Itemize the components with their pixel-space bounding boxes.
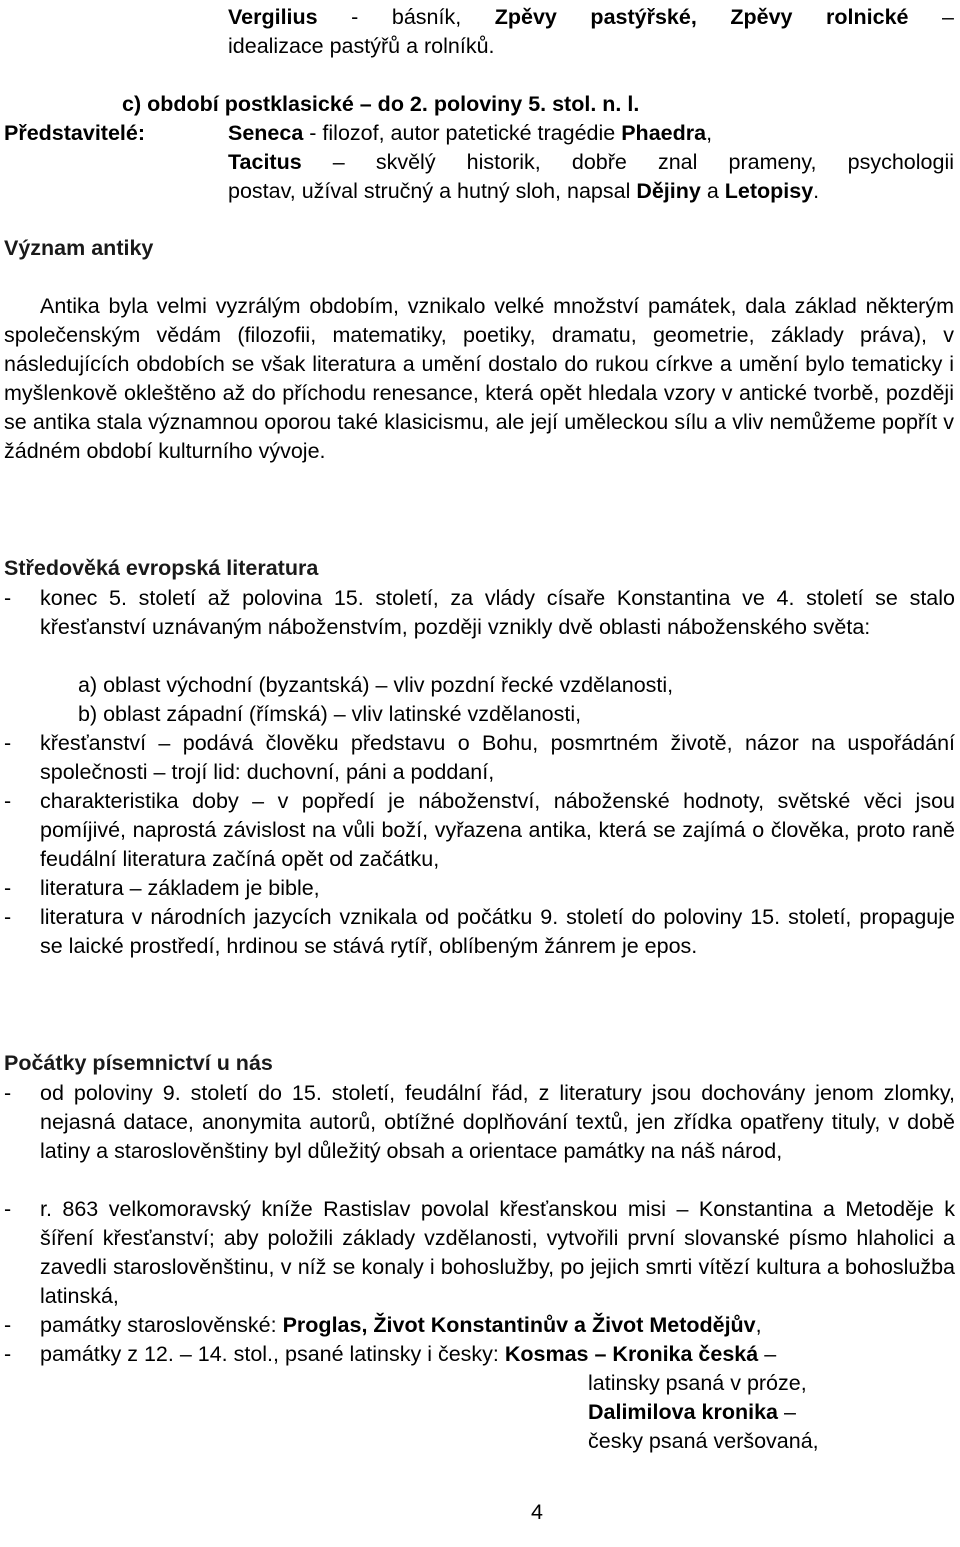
vergilius-line-2: idealizace pastýřů a rolníků. <box>228 34 495 58</box>
list-subitem-b: b) oblast západní (římská) – vliv latinské vzdělanosti, <box>78 702 582 726</box>
tacitus-line-2: postav, užíval stručný a hutný sloh, napsal Dějiny a Letopisy. <box>228 179 820 203</box>
bullet-dash: - <box>4 731 12 755</box>
bullet-dash: - <box>4 1342 12 1366</box>
dalimil-description: česky psaná veršovaná, <box>588 1429 819 1453</box>
bullet-dash: - <box>4 789 12 813</box>
works-vergilius: Zpěvy pastýřské, Zpěvy rolnické <box>494 5 909 29</box>
dalimil-line: Dalimilova kronika – <box>588 1400 796 1424</box>
list-item: charakteristika doby – v popředí je náboženství, náboženské hodnoty, světské věci jsou pomíjivé, naprostá závislost na vůli boží, vyřazena antika, která se zajímá o člověka, proto raně feudální literatura začíná opět od začátku, <box>40 789 955 871</box>
list-subitem-a: a) oblast východní (byzantská) – vliv pozdní řecké vzdělanosti, <box>78 673 674 697</box>
tacitus-line-1: Tacitus – skvělý historik, dobře znal prameny, psychologii <box>228 150 954 174</box>
paragraph-vyznam-antiky: Antika byla velmi vyzrálým obdobím, vznikalo velké množství památek, dala základ některým společenským vědám (filozofii, matematiky, poetiky, dramatu, geometrie, základy práva), v následujících obdobích se však literatura a umění dostalo do rukou církve a umění bylo tematicky i myšlenkově okleštěno až do příchodu renesance, která opět hledala vzory v antické tvorbě, později se antika stala významnou oporou také klasicismu, ale její uměleckou sílu a vliv nemůžeme popřít v žádném období kulturního vývoje. <box>4 294 954 463</box>
heading-vyznam-antiky: Význam antiky <box>4 236 154 260</box>
author-vergilius: Vergilius <box>228 5 318 29</box>
bullet-dash: - <box>4 1313 12 1337</box>
representatives-label: Představitelé: <box>4 121 146 145</box>
list-item: křesťanství – podává člověku představu o Bohu, posmrtném životě, názor na uspořádání společnosti – trojí lid: duchovní, páni a poddaní, <box>40 731 955 784</box>
heading-pocatky-pisemnictvi: Počátky písemnictví u nás <box>4 1051 273 1075</box>
list-item: literatura v národních jazycích vznikala od počátku 9. století do poloviny 15. století, propaguje se laické prostředí, hrdinou se stává rytíř, oblíbeným žánrem je epos. <box>40 905 955 958</box>
list-item: konec 5. století až polovina 15. století, za vlády císaře Konstantina ve 4. století se stalo křesťanství uznávaným náboženstvím, později vznikly dvě oblasti náboženského světa: <box>40 586 955 639</box>
bullet-dash: - <box>4 586 12 610</box>
list-item-pamatky-staroslovenske: památky staroslověnské: Proglas, Život Konstantinův a Život Metodějův, <box>40 1313 762 1337</box>
page-number: 4 <box>531 1500 543 1524</box>
period-c: c) období postklasické – do 2. poloviny 5. stol. n. l. <box>122 92 640 116</box>
list-item: literatura – základem je bible, <box>40 876 320 900</box>
bullet-dash: - <box>4 876 12 900</box>
bullet-dash: - <box>4 905 12 929</box>
vergilius-line-1: Vergilius - básník, Zpěvy pastýřské, Zpěvy rolnické – <box>228 5 955 29</box>
seneca-line: Seneca - filozof, autor patetické tragédie Phaedra, <box>228 121 713 145</box>
bullet-dash: - <box>4 1081 12 1105</box>
list-item-pamatky-latinske: památky z 12. – 14. stol., psané latinsky i česky: Kosmas – Kronika česká – <box>40 1342 777 1366</box>
list-item: r. 863 velkomoravský kníže Rastislav povolal křesťanskou misi – Konstantina a Metoděje k šíření křesťanství; aby položili základy vzdělanosti, vytvořili první slovanské písmo hlaholici a zavedli staroslověnštinu, v níž se konaly i bohoslužby, po jejich smrti vítězí kultura a bohoslužba latinská, <box>40 1197 955 1308</box>
list-item: od poloviny 9. století do 15. století, feudální řád, z literatury jsou dochovány jenom zlomky, nejasná datace, anonymita autorů, obtížné doplňování textů, jen zřídka opatřeny tituly, v době latiny a staroslověnštiny byl důležitý obsah a orientace památky na náš národ, <box>40 1081 955 1163</box>
heading-stredoveka-literatura: Středověká evropská literatura <box>4 556 319 580</box>
kosmas-description: latinsky psaná v próze, <box>588 1371 807 1395</box>
bullet-dash: - <box>4 1197 12 1221</box>
